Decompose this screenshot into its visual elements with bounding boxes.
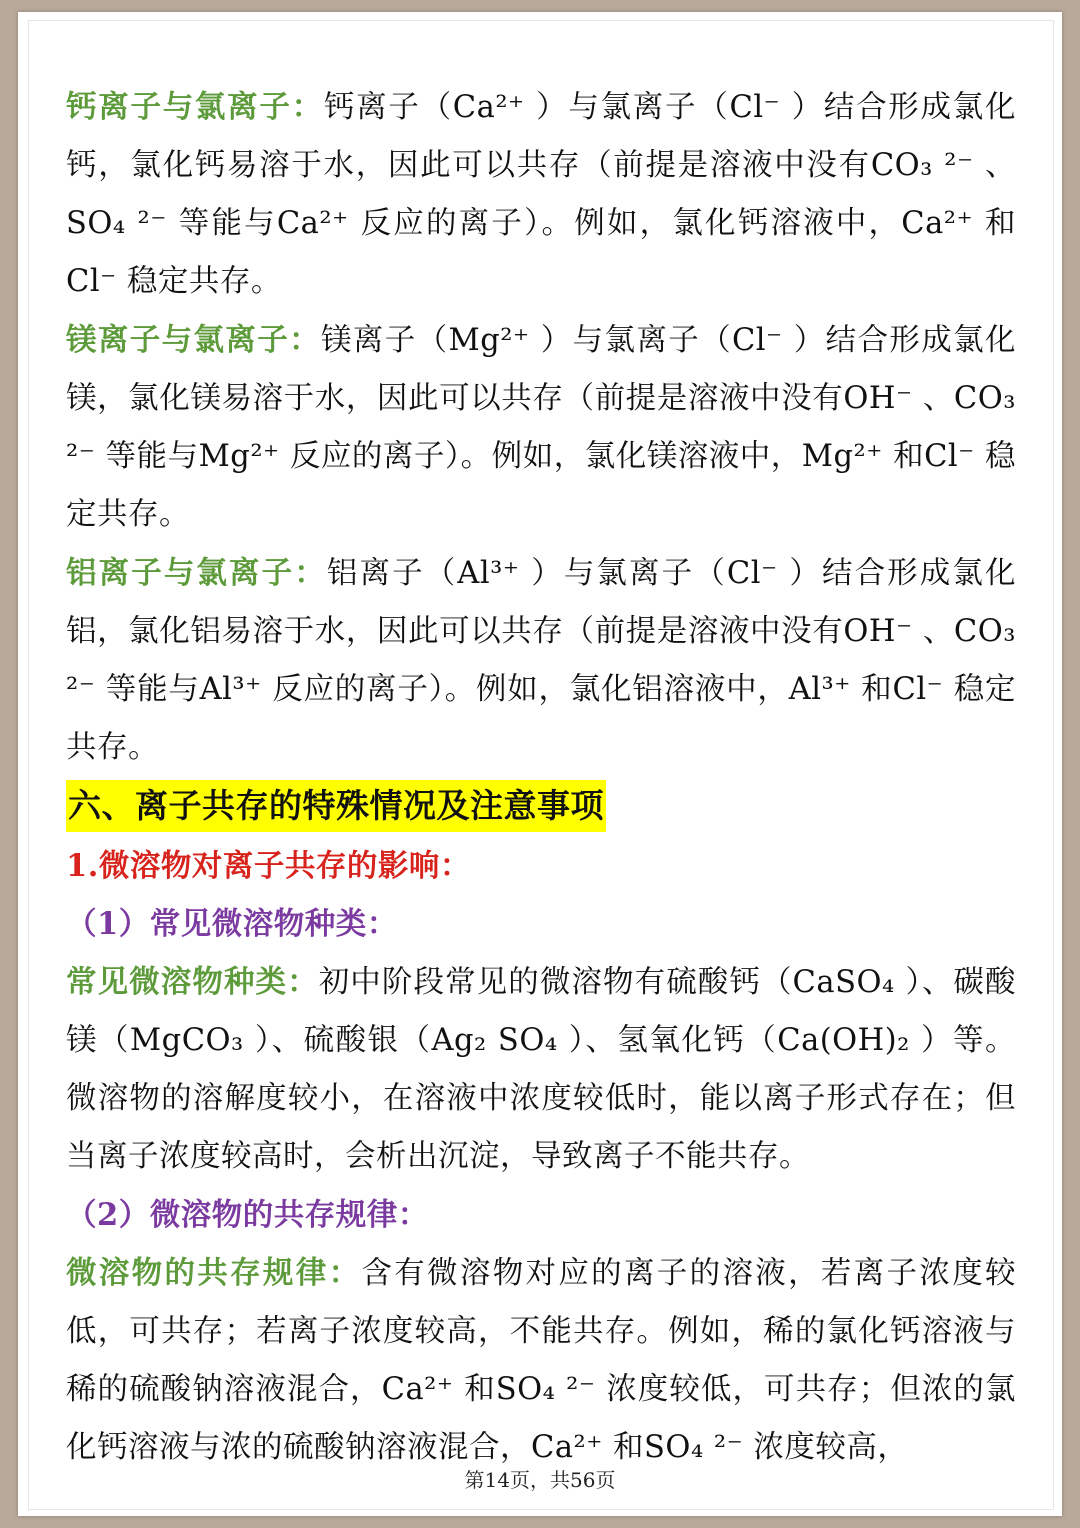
paragraph-text: 含有微溶物对应的离子的溶液，若离子浓度较低，可共存；若离子浓度较高，不能共存。例如，稀的氯化钙溶液与稀的硫酸钠溶液混合，Ca²⁺ 和SO₄ ²⁻ 浓度较低，可共存；但浓的氯化钙溶液与浓的硫酸钠溶液混合，Ca²⁺ 和SO₄ ²⁻ 浓度较高， — [66, 1256, 1017, 1465]
section-heading-wrap — [66, 777, 1016, 837]
page-content — [66, 78, 1016, 1477]
section-heading: 六、离子共存的特殊情况及注意事项 — [66, 780, 606, 832]
subsection-title: 1.微溶物对离子共存的影响： — [66, 848, 471, 884]
paragraph-coexistence-rule — [66, 1244, 1016, 1477]
paragraph-text: 初中阶段常见的微溶物有硫酸钙（CaSO₄ ）、碳酸镁（MgCO₃ ）、硫酸银（Ag₂ SO₄ ）、氢氧化钙（Ca(OH)₂ ）等。微溶物的溶解度较小，在溶液中浓度较低时，能以离子形式存在；但当离子浓度较高时，会析出沉淀，导致离子不能共存。 — [66, 965, 1017, 1174]
paragraph-text: 铝离子（Al³⁺ ）与氯离子（Cl⁻ ）结合形成氯化铝，氯化铝易溶于水，因此可以共存（前提是溶液中没有OH⁻ 、CO₃ ²⁻ 等能与Al³⁺ 反应的离子）。例如，氯化铝溶液中，Al³⁺ 和Cl⁻ 稳定共存。 — [66, 556, 1017, 765]
paragraph-text: 钙离子（Ca²⁺ ）与氯离子（Cl⁻ ）结合形成氯化钙，氯化钙易溶于水，因此可以共存（前提是溶液中没有CO₃ ²⁻ 、SO₄ ²⁻ 等能与Ca²⁺ 反应的离子）。例如，氯化钙溶液中，Ca²⁺ 和Cl⁻ 稳定共存。 — [66, 90, 1016, 299]
paragraph-lead: 镁离子与氯离子： — [66, 322, 322, 358]
sub-subsection-title-1: （1）常见微溶物种类： — [66, 906, 398, 942]
paragraph-lead: 常见微溶物种类： — [66, 964, 319, 1000]
paragraph-aluminum-chloride — [66, 544, 1016, 777]
page-number-footer: 第14页，共56页 — [464, 1468, 616, 1492]
paragraph-lead: 微溶物的共存规律： — [66, 1255, 362, 1291]
paragraph-calcium-chloride — [66, 78, 1016, 311]
paragraph-lead: 铝离子与氯离子： — [66, 555, 327, 591]
document-page — [18, 12, 1062, 1516]
paragraph-lead: 钙离子与氯离子： — [66, 89, 324, 125]
paragraph-slightly-soluble-types — [66, 953, 1016, 1186]
sub-subsection-title-2: （2）微溶物的共存规律： — [66, 1197, 429, 1233]
paragraph-text: 镁离子（Mg²⁺ ）与氯离子（Cl⁻ ）结合形成氯化镁，氯化镁易溶于水，因此可以共存（前提是溶液中没有OH⁻ 、CO₃ ²⁻ 等能与Mg²⁺ 反应的离子）。例如，氯化镁溶液中，Mg²⁺ 和Cl⁻ 稳定共存。 — [66, 323, 1016, 532]
paragraph-magnesium-chloride — [66, 311, 1016, 544]
